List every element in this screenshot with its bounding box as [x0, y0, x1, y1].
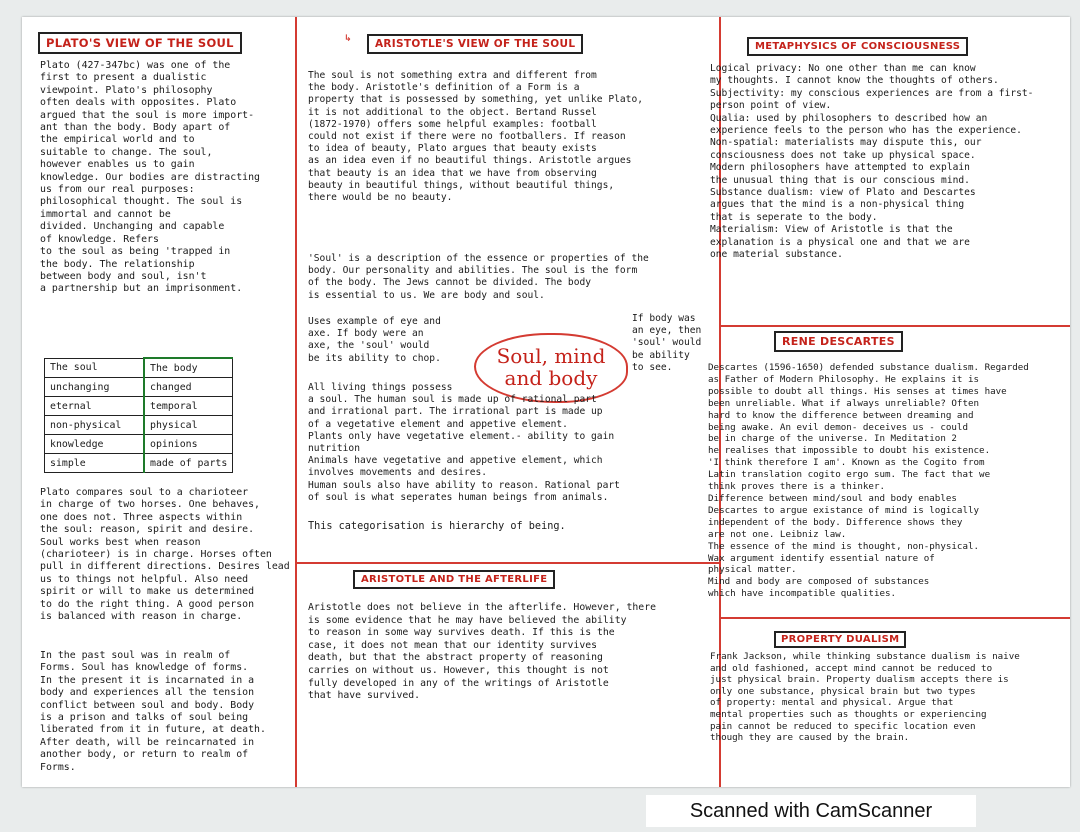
afterlife-body: Aristotle does not believe in the afterlife. However, there is some evidence that he may have believed the ability to reason in some way survives death. If this is the case, it does not mean that our identity survives death, but that the abstract property of reasoning carries on without us. However, this thought is not fully developed in any of the writings of Aristotle that have survived.: [308, 602, 656, 702]
table-header-body: The body: [144, 358, 233, 378]
center-title-line2: and body: [504, 366, 598, 390]
plato-forms: In the past soul was in realm of Forms. Soul has knowledge of forms. In the present it is incarnated in a body and experiences all the tension conflict between soul and body. Body is a prison and talks of soul being liberated from it in future, at death. After death, will be reincarnated in another body, or return to realm of Forms.: [40, 650, 266, 773]
aristotle-hierarchy: This categorisation is hierarchy of being.: [308, 521, 566, 532]
notes-sheet: [22, 17, 1070, 787]
property-dualism-title: PROPERTY DUALISM: [774, 631, 906, 648]
property-dualism-body: Frank Jackson, while thinking substance dualism is naive and old fashioned, accept mind cannot be reduced to just physical brain. Property dualism accepts there is only one substance, physical brain but two types of property: mental and physical. Argue that mental properties such as thoughts or experiencing pain cannot be reduced to specific location even though they are caused by the brain.: [710, 651, 1020, 744]
section-divider-right-top: [719, 325, 1070, 327]
column-divider-left: [295, 17, 297, 787]
table-cell: knowledge: [45, 435, 145, 454]
table-cell: physical: [144, 416, 233, 435]
aristotle-para1: The soul is not something extra and different from the body. Aristotle's definition of a Form is a property that is possessed by something, yet unlike Plato, it is not additional to the object. Bertand Russel (1872-1970) offers some helpful examples: football could not exist if there were no footballers. If reason to idea of beauty, Plato argues that beauty exists as an idea even if no beautiful things. Aristotle argues that beauty is an idea that we have from observing beauty in beautiful things, without beautiful things, there would be no beauty.: [308, 70, 644, 204]
table-cell: unchanging: [45, 378, 145, 397]
aristotle-eye-left: Uses example of eye and axe. If body were an axe, the 'soul' would be its ability to chop.: [308, 316, 441, 364]
aristotle-title: ARISTOTLE'S VIEW OF THE SOUL: [367, 34, 583, 54]
soul-body-table: [44, 357, 233, 473]
table-cell: simple: [45, 454, 145, 473]
table-cell: made of parts: [144, 454, 233, 473]
plato-chariot: Plato compares soul to a charioteer in charge of two horses. One behaves, one does not. Three aspects within the soul: reason, spirit and desire. Soul works best when reason (charioteer) is in charge. Horses often pull in different directions. Desires lead us to things not helpful. Also need spirit or will to make us determined to do the right thing. A good person is balanced with reason in charge.: [40, 487, 290, 623]
metaphysics-title: METAPHYSICS OF CONSCIOUSNESS: [747, 37, 968, 56]
section-divider-right-bottom: [719, 617, 1070, 619]
plato-intro: Plato (427-347bc) was one of the first to present a dualistic viewpoint. Plato's philosophy often deals with opposites. Plato argued that the soul is more import- ant than the body. Body apart of the empirical world and to suitable to change. The soul, however enables us to gain knowledge. Our bodies are distracting us from our real purposes: philosophical thought. The soul is immortal and cannot be divided. Unchanging and capable of knowledge. Refers to the soul as being 'trapped in the body. The relationship between body and soul, isn't a partnership but an imprisonment.: [40, 60, 260, 295]
aristotle-eye-right: If body was an eye, then 'soul' would be ability to see.: [632, 313, 702, 373]
afterlife-title: ARISTOTLE AND THE AFTERLIFE: [353, 570, 555, 589]
table-cell: opinions: [144, 435, 233, 454]
aristotle-para2: 'Soul' is a description of the essence or properties of the body. Our personality and abilities. The soul is the form of the body. The Jews cannot be divided. The body is essential to us. We are body and soul.: [308, 253, 649, 301]
metaphysics-body: Logical privacy: No one other than me can know my thoughts. I cannot know the thoughts of others. Subjectivity: my conscious experiences are from a first- person point of view. Qualia: used by philosophers to described how an experience feels to the person who has the experience. Non-spatial: materialists may dispute this, our consciousness does not take up physical space. Modern philosophers have attempted to explain the unusual thing that is our conscious mind. Substance dualism: view of Plato and Descartes argues that the mind is a non-physical thing that is seperate to the body. Materialism: View of Aristotle is that the explanation is a physical one and that we are one material substance.: [710, 63, 1034, 261]
plato-title: PLATO'S VIEW OF THE SOUL: [38, 32, 242, 54]
aristotle-para3: All living things possess a soul. The human soul is made up of rational part and irrational part. The irrational part is made up of a vegetative element and appetive element. Plants only have vegetative element.- ability to gain nutrition Animals have vegetative and appetive element, which involves movements and desires. Human souls also have ability to reason. Rational part of soul is what seperates human beings from animals.: [308, 382, 620, 503]
arrow-icon: ↳: [344, 34, 352, 44]
center-title-line1: Soul, mind: [496, 344, 606, 368]
table-header-soul: The soul: [45, 358, 145, 378]
descartes-title: RENE DESCARTES: [774, 331, 903, 352]
scanner-watermark: Scanned with CamScanner: [646, 795, 976, 827]
table-cell: non-physical: [45, 416, 145, 435]
table-cell: eternal: [45, 397, 145, 416]
section-divider-middle: [295, 562, 721, 564]
descartes-body: Descartes (1596-1650) defended substance dualism. Regarded as Father of Modern Philosophy. He explains it is possible to doubt all things. His senses at times have been unreliable. What if always unreliable? Often hard to know the difference between dreaming and being awake. An evil demon- deceives us - could be in charge of the universe. In Meditation 2 he realises that impossible to doubt his existence. 'I think therefore I am'. Known as the Cogito from Latin translation cogito ergo sum. The fact that we think proves there is a thinker. Difference between mind/soul and body enables Descartes to argue existance of mind is logically independent of the body. Difference shows they are not one. Leibniz law. The essence of the mind is thought, non-physical. Wax argument identify essential nature of physical matter. Mind and body are composed of substances which have incompatible qualities.: [708, 362, 1029, 600]
table-cell: temporal: [144, 397, 233, 416]
table-cell: changed: [144, 378, 233, 397]
